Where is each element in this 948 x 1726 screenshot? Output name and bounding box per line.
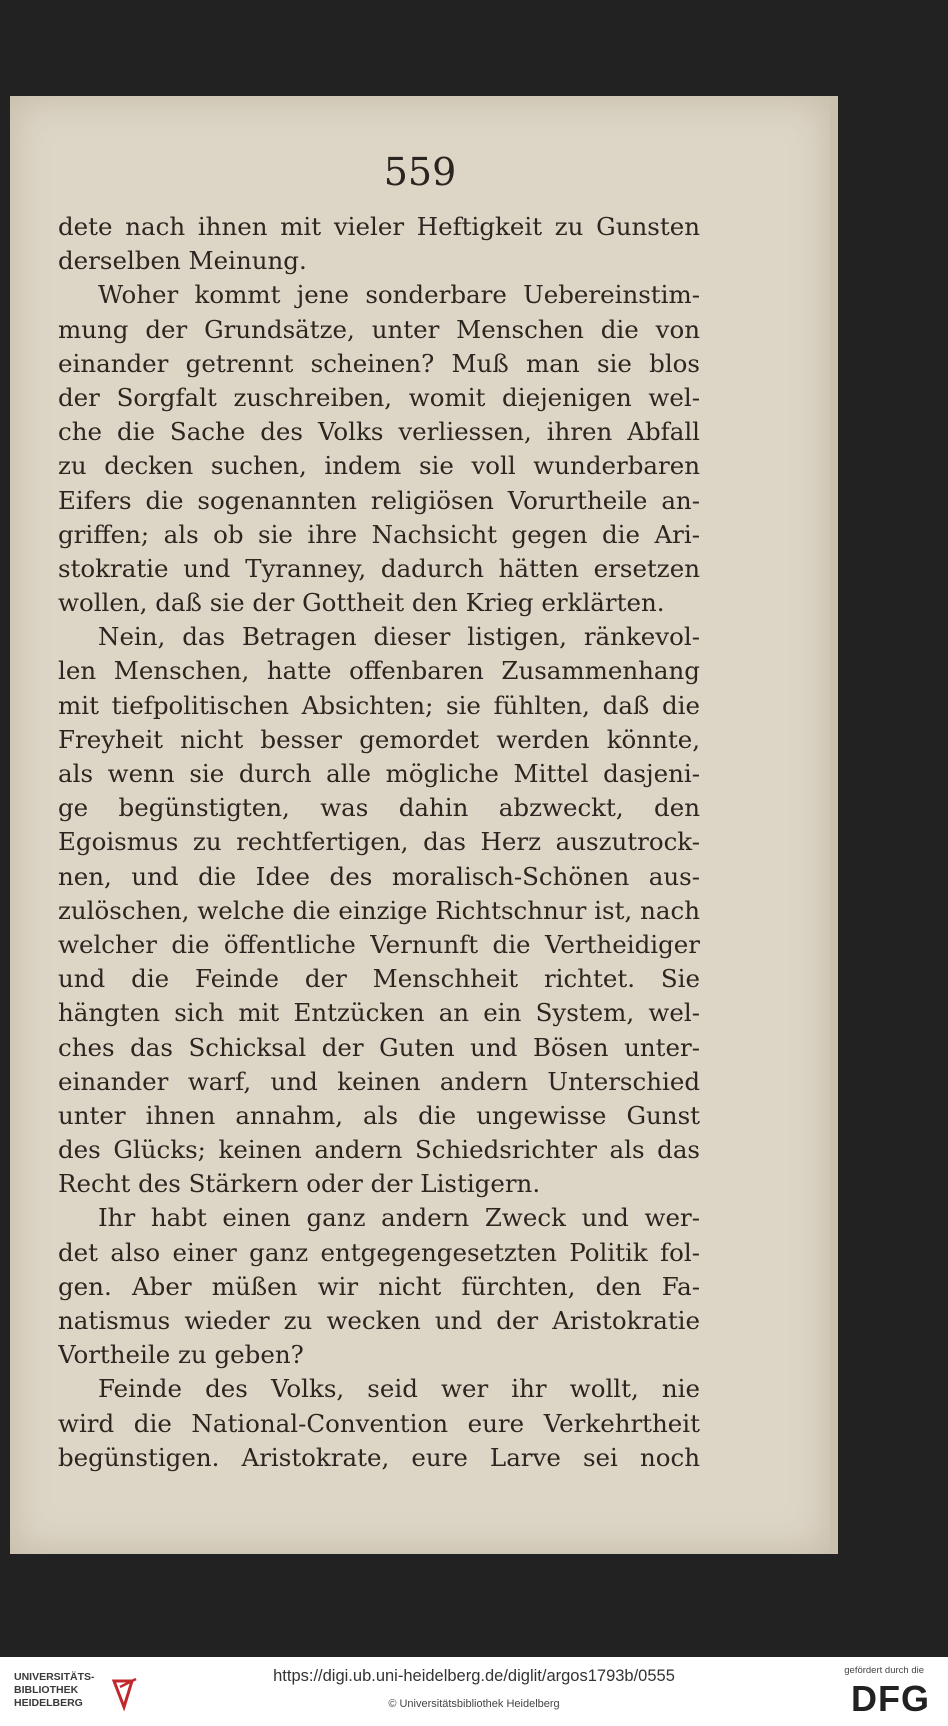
page-number: 559: [383, 150, 457, 194]
text-line: nen, und die Idee des moralisch-Schönen aus-: [58, 861, 700, 891]
text-line: wird die National-Convention eure Verkehrtheit: [58, 1408, 700, 1438]
page-edge: [830, 96, 838, 1554]
text-line: wollen, daß sie der Gottheit den Krieg erklärten.: [58, 588, 665, 618]
text-line: zu decken suchen, indem sie voll wunderbaren: [58, 451, 700, 481]
text-line: Nein, das Betragen dieser listigen, ränkevol-: [98, 622, 700, 652]
library-logo-line: UNIVERSITÄTS-: [14, 1671, 95, 1683]
text-line: welcher die öffentliche Vernunft die Vertheidiger: [58, 929, 700, 959]
text-line: ge begünstigten, was dahin abzweckt, den: [58, 793, 700, 823]
text-line: stokratie und Tyranney, dadurch hätten ersetzen: [58, 553, 700, 583]
text-line: zulöschen, welche die einzige Richtschnur ist, nach: [58, 895, 700, 925]
library-logo-line: BIBLIOTHEK: [14, 1684, 79, 1696]
text-line: begünstigen. Aristokrate, eure Larve sei noch: [58, 1442, 700, 1472]
text-line: mung der Grundsätze, unter Menschen die von: [58, 314, 700, 344]
library-logo-line: HEIDELBERG: [14, 1697, 83, 1709]
text-line: mit tiefpolitischen Absichten; sie fühlten, daß die: [58, 690, 700, 720]
page-text: [58, 210, 700, 1475]
text-line: einander warf, und keinen andern Unterschied: [58, 1066, 700, 1096]
text-line: des Glücks; keinen andern Schiedsrichter als das: [58, 1135, 700, 1165]
text-line: unter ihnen annahm, als die ungewisse Gunst: [58, 1100, 700, 1130]
text-line: gen. Aber müßen wir nicht fürchten, den Fa-: [58, 1271, 700, 1301]
text-line: dete nach ihnen mit vieler Heftigkeit zu Gunsten: [58, 212, 700, 241]
text-line: Eifers die sogenannten religiösen Vorurtheile an-: [58, 485, 700, 515]
text-line: Ihr habt einen ganz andern Zweck und wer-: [98, 1203, 700, 1233]
text-line: len Menschen, hatte offenbaren Zusammenhang: [58, 656, 700, 686]
text-line: der Sorgfalt zuschreiben, womit diejenigen wel-: [58, 382, 700, 412]
text-line: Freyheit nicht besser gemordet werden könnte,: [58, 724, 700, 754]
dfg-logo[interactable]: DFG: [851, 1678, 930, 1719]
text-line: Egoismus zu rechtfertigen, das Herz auszutrock-: [58, 827, 700, 857]
book-page: [10, 96, 830, 1554]
copyright-notice: © Universitätsbibliothek Heidelberg: [388, 1698, 560, 1710]
text-line: ches das Schicksal der Guten und Bösen unter-: [58, 1032, 700, 1062]
text-line: Recht des Stärkern oder der Listigern.: [58, 1169, 541, 1199]
text-line: als wenn sie durch alle mögliche Mittel dasjeni-: [58, 759, 700, 788]
text-line: derselben Meinung.: [58, 246, 307, 276]
text-line: einander getrennt scheinen? Muß man sie blos: [58, 348, 700, 378]
text-line: griffen; als ob sie ihre Nachsicht gegen die Ari-: [58, 519, 700, 549]
text-line: Feinde des Volks, seid wer ihr wollt, nie: [98, 1374, 700, 1404]
text-line: det also einer ganz entgegengesetzten Politik fol-: [58, 1237, 700, 1267]
text-line: hängten sich mit Entzücken an ein System, wel-: [58, 998, 700, 1028]
viewer-footer: [0, 1657, 948, 1726]
text-line: natismus wieder zu wecken und der Aristokratie: [58, 1306, 700, 1335]
funder-caption: gefördert durch die: [844, 1665, 924, 1676]
permalink-url[interactable]: https://digi.ub.uni-heidelberg.de/diglit/argos1793b/0555: [273, 1667, 675, 1685]
text-line: Vortheile zu geben?: [58, 1340, 304, 1370]
text-line: che die Sache des Volks verliessen, ihren Abfall: [58, 417, 700, 447]
text-line: Woher kommt jene sonderbare Uebereinstim-: [98, 280, 700, 310]
text-line: und die Feinde der Menschheit richtet. Sie: [58, 964, 700, 994]
